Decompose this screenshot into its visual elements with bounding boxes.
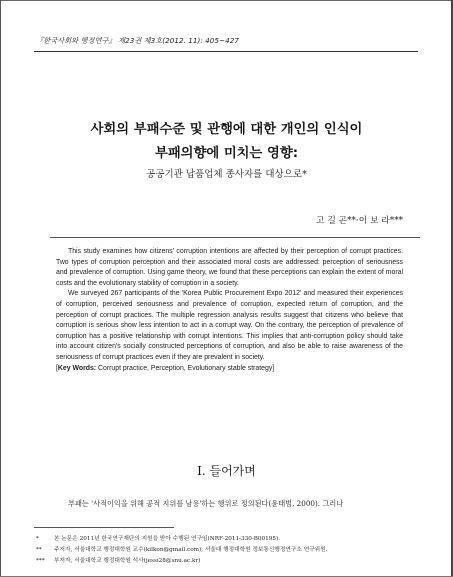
body-first-line: 부패는 '사적이익을 위해 공적 지위를 남용'하는 행위로 정의된다(윤태범, 2000). 그러나 (68, 499, 344, 508)
journal-citation: 『한국사회와 행정연구』 제23권 제3호(2012. 11): 405~427 (36, 36, 239, 45)
footnote-3 (36, 556, 436, 567)
page-border-top (0, 0, 453, 1)
footnote-text: 주저자, 서울대학교 행정대학원 교수(kilkon@gmail.com), 서울대 행정대학원 정보통신행정연구소 연구위원. (54, 547, 328, 553)
keywords-list: Corrupt practice, Perception, Evolutionary stable strategy (98, 364, 273, 372)
keywords: [Key Words: Corrupt practice, Perception, Evolutionary stable strategy] (56, 364, 275, 372)
abstract-rule (50, 237, 420, 238)
footnotes (36, 534, 436, 567)
paper-subtitle: 공공기관 납품업체 종사자를 대상으로* (146, 169, 307, 180)
abstract-paragraph-1: This study examines how citizens' corruption intentions are affected by their perception of corrupt practices. Two types of corruption perception and their associated moral costs are addressed: perception of seriousness and prevalence of corruption. Using game theory, we found that these perceptions can explain the extent of moral costs and the evolutionary stability of corruption in a society. (56, 248, 403, 287)
footnote-text: 본 논문은 2011년 한국연구재단의 지원을 받아 수행된 연구임(NRF-2011-330-B00195). (54, 536, 281, 542)
footnote-rule (34, 527, 174, 528)
paper-title-line1: 사회의 부패수준 및 관행에 대한 개인의 인식이 (90, 122, 363, 137)
footnote-mark: *** (36, 558, 45, 564)
footnote-mark: * (36, 536, 39, 542)
page-border-left (0, 0, 1, 577)
paper-title-line2: 부패의향에 미치는 영향: (154, 146, 299, 161)
paper-authors: 고 길 곤**·이 보 라*** (316, 216, 403, 226)
footnote-1 (36, 534, 436, 545)
abstract (56, 247, 403, 374)
footnote-mark: ** (36, 547, 42, 553)
header-rule (34, 51, 418, 52)
footnote-text: 부저자, 서울대학교 행정대학원 석사(jessi28@snu.ac.kr) (54, 558, 201, 564)
keywords-label: Key Words: (57, 364, 97, 372)
footnote-2 (36, 545, 436, 556)
abstract-paragraph-2: We surveyed 267 participants of the 'Korea Public Procurement Expo 2012' and measured their experiences of corruption, perceived seriousness and prevalence of corruption, expected return of corruption, and the perception of corrupt practices. The multiple regression analysis results suggest that citizens who believe that corruption is serious show less intention to act in a corrupt way. On the contrary, the perception of prevalence of corruption has a positive relationship with corrupt intentions. This implies that anti-corruption policy should take into account citizen's socially constructed perceptions of corruption, and also be able to raise awareness of the seriousness of corrupt practices even if they are prevalent in society. (56, 290, 403, 361)
section-heading: Ⅰ. 들어가며 (197, 464, 256, 478)
